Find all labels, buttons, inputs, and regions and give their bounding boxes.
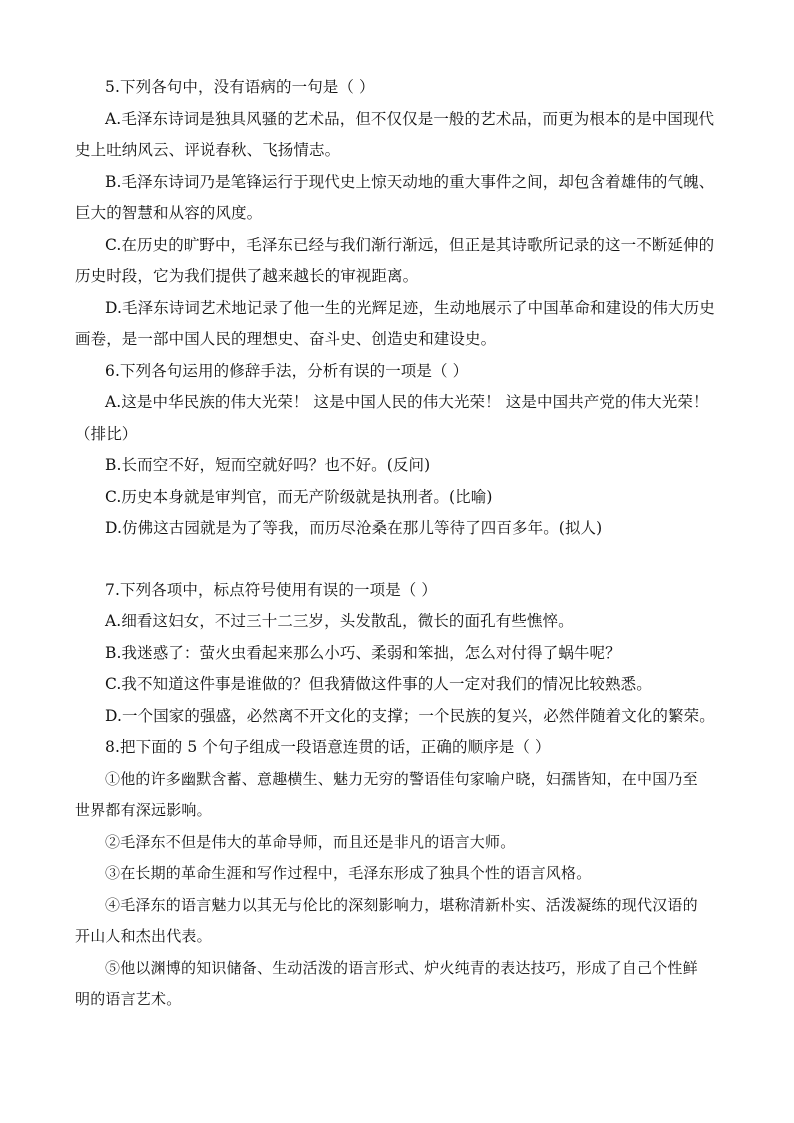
question-8-sentence-1: ①他的许多幽默含蓄、意趣横生、魅力无穷的警语佳句家喻户晓，妇孺皆知，在中国乃至 bbox=[105, 769, 698, 788]
question-6-option-a-cont: （排比） bbox=[75, 424, 138, 443]
question-5-option-c-cont: 历史时段，它为我们提供了越来越长的审视距离。 bbox=[75, 267, 419, 285]
question-8-sentence-1-cont: 世界都有深远影响。 bbox=[75, 801, 212, 819]
question-7-option-c: C.我不知道这件事是谁做的？但我猜做这件事的人一定对我们的情况比较熟悉。 bbox=[105, 675, 652, 693]
question-8-sentence-2: ②毛泽东不但是伟大的革命导师，而且还是非凡的语言大师。 bbox=[105, 832, 516, 851]
question-5-option-a: A.毛泽东诗词是独具风骚的艺术品，但不仅仅是一般的艺术品，而更为根本的是中国现代 bbox=[105, 109, 715, 128]
question-6-option-c: C.历史本身就是审判官，而无产阶级就是执刑者。(比喻) bbox=[105, 487, 493, 506]
question-8-sentence-3: ③在长期的革命生涯和写作过程中，毛泽东形成了独具个性的语言风格。 bbox=[105, 864, 592, 882]
question-5-option-b: B.毛泽东诗词乃是笔锋运行于现代史上惊天动地的重大事件之间，却包含着雄伟的气魄、 bbox=[105, 172, 715, 191]
question-8-stem: 8.把下面的 5 个句子组成一段语意连贯的话，正确的顺序是（ ） bbox=[105, 738, 551, 756]
question-7-option-a: A.细看这妇女，不过三十二三岁，头发散乱，微长的面孔有些憔悴。 bbox=[105, 612, 574, 630]
question-7-option-b: B.我迷惑了：萤火虫看起来那么小巧、柔弱和笨拙，怎么对付得了蜗牛呢？ bbox=[105, 643, 621, 662]
question-5-option-a-cont: 史上吐纳风云、评说春秋、飞扬情志。 bbox=[75, 141, 341, 159]
question-8 bbox=[75, 732, 722, 1016]
question-5-stem: 5.下列各句中，没有语病的一句是（ ） bbox=[105, 78, 375, 96]
question-5-option-d-cont: 画卷，是一部中国人民的理想史、奋斗史、创造史和建设史。 bbox=[75, 330, 497, 348]
question-6-option-a: A.这是中华民族的伟大光荣！ 这是中国人民的伟大光荣！ 这是中国共产党的伟大光荣！ bbox=[105, 393, 709, 411]
question-6-stem: 6.下列各句运用的修辞手法，分析有误的一项是（ ） bbox=[105, 361, 469, 380]
question-5-option-c: C.在历史的旷野中，毛泽东已经与我们渐行渐远，但正是其诗歌所记录的这一不断延伸的 bbox=[105, 235, 715, 254]
question-8-sentence-4: ④毛泽东的语言魅力以其无与伦比的深刻影响力，堪称清新朴实、活泼凝练的现代汉语的 bbox=[105, 895, 698, 914]
question-5-option-d: D.毛泽东诗词艺术地记录了他一生的光辉足迹，生动地展示了中国革命和建设的伟大历史 bbox=[105, 298, 715, 317]
question-7-stem: 7.下列各项中，标点符号使用有误的一项是（ ） bbox=[105, 580, 438, 599]
question-8-sentence-5: ⑤他以渊博的知识储备、生动活泼的语言形式、炉火纯青的表达技巧，形成了自己个性鲜 bbox=[105, 958, 698, 977]
question-7 bbox=[75, 575, 722, 733]
question-5 bbox=[75, 72, 722, 356]
section-spacer bbox=[75, 545, 722, 575]
question-8-sentence-5-cont: 明的语言艺术。 bbox=[75, 990, 182, 1008]
question-8-sentence-4-cont: 开山人和杰出代表。 bbox=[75, 927, 212, 945]
question-6-option-b: B.长而空不好，短而空就好吗？也不好。(反问) bbox=[105, 456, 431, 474]
question-6-option-d: D.仿佛这古园就是为了等我，而历尽沧桑在那儿等待了四百多年。(拟人) bbox=[105, 519, 603, 537]
question-5-option-b-cont: 巨大的智慧和从容的风度。 bbox=[75, 204, 263, 222]
question-6 bbox=[75, 356, 722, 545]
question-7-option-d: D.一个国家的强盛，必然离不开文化的支撑；一个民族的复兴，必然伴随着文化的繁荣。 bbox=[105, 706, 715, 725]
